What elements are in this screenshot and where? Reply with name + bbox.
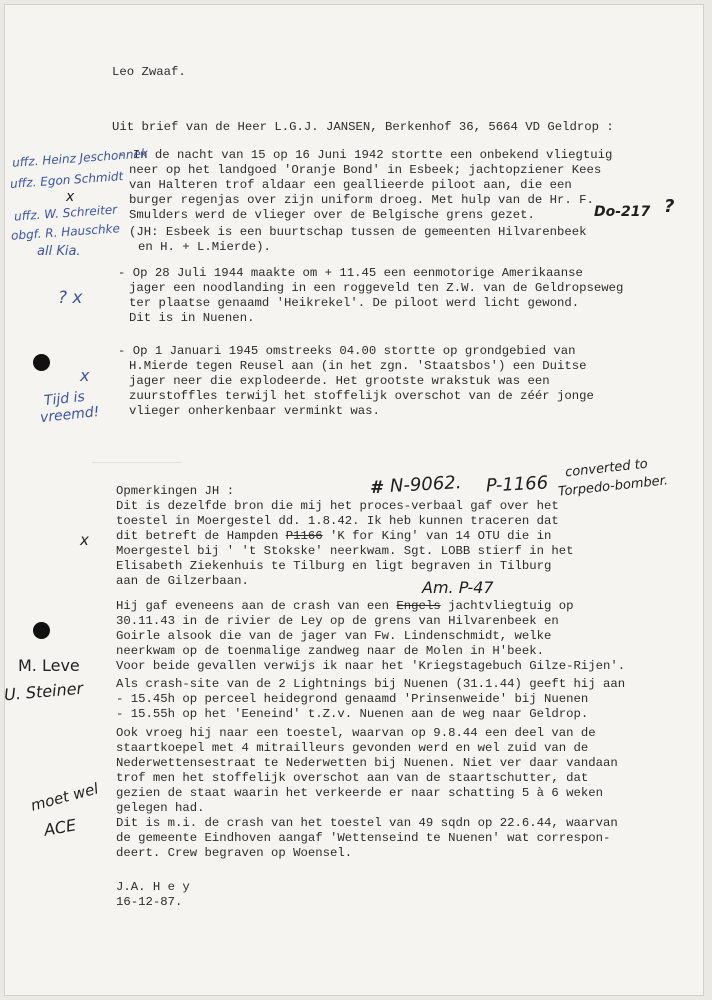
- handwritten-x-mark: x: [66, 189, 75, 205]
- text-line: Moergestel bij ' 't Stokske' neerkwam. Sgt. LOBB stierf in het: [116, 544, 574, 558]
- text-line: toestel in Moergestel dd. 1.8.42. Ik heb kunnen traceren dat: [116, 514, 559, 528]
- text-line: zuurstoffles terwijl het stoffelijk overschot van de zéér jonge: [129, 389, 594, 403]
- text-segment: [323, 529, 330, 543]
- text-line: jager een noodlanding in een roggeveld ten Z.W. van de Geldropseweg: [129, 281, 624, 295]
- text-line: ter plaatse genaamd 'Heikrekel'. De piloot werd licht gewond.: [129, 296, 580, 310]
- text-line: - In de nacht van 15 op 16 Juni 1942 stortte een onbekend vliegtuig: [118, 148, 613, 162]
- handwritten-note-n9062: N-9062.: [389, 472, 462, 497]
- handwritten-note: uffz. Heinz Jeschonnek: [11, 146, 149, 170]
- text-line: [116, 529, 551, 544]
- struck-word: P1166: [285, 529, 323, 543]
- handwritten-note-ace: ACE: [42, 815, 78, 840]
- handwritten-x-mark: x: [80, 366, 90, 385]
- text-line: neer op het landgoed 'Oranje Bond' in Esbeek; jachtopziener Kees: [129, 163, 602, 177]
- text-line: Goirle alsook die van de jager van Fw. Lindenschmidt, welke: [116, 629, 552, 643]
- punch-hole: [33, 622, 50, 639]
- handwritten-hash: #: [370, 478, 382, 498]
- handwritten-question-x: ? x: [58, 288, 83, 308]
- handwritten-note-converted: converted to: [564, 456, 649, 481]
- remarks-title: Opmerkingen JH :: [116, 484, 235, 498]
- text-line: deert. Crew begraven op Woensel.: [116, 846, 353, 860]
- text-line: Smulders werd de vlieger over de Belgische grens gezet.: [129, 208, 535, 222]
- text-line: [116, 599, 574, 614]
- handwritten-note-tijd: Tijd is: [43, 388, 86, 410]
- text-line: vlieger onherkenbaar verminkt was.: [129, 404, 380, 418]
- handwritten-note-steiner: U. Steiner: [3, 678, 84, 705]
- text-line: de gemeente Eindhoven aangaf 'Wettenseind te Nuenen' wat correspon-: [116, 831, 611, 845]
- text-line: Dit is m.i. de crash van het toestel van 49 sqdn op 22.6.44, waarvan: [116, 816, 618, 830]
- handwritten-note-vreemd: vreemd!: [39, 403, 101, 427]
- intro-line: Uit brief van de Heer L.G.J. JANSEN, Berkenhof 36, 5664 VD Geldrop :: [112, 120, 614, 134]
- text-line: - Op 28 Juli 1944 maakte om + 11.45 een eenmotorige Amerikaanse: [118, 266, 583, 280]
- handwritten-note-p47: Am. P-47: [422, 578, 494, 597]
- text-line: aan de Gilzerbaan.: [116, 574, 249, 588]
- text-line: Nederwettensestraat te Nederwetten bij Nuenen. Niet ver daar vandaan: [116, 756, 618, 770]
- text-line: Dit is dezelfde bron die mij het proces-verbaal gaf over het: [116, 499, 559, 513]
- handwritten-question-mark: ?: [664, 196, 675, 217]
- handwritten-note-torpedo: Torpedo-bomber.: [557, 473, 669, 500]
- text-line: Voor beide gevallen verwijs ik naar het 'Kriegstagebuch Gilze-Rijen'.: [116, 659, 626, 673]
- text-line: - 15.45h op perceel heidegrond genaamd 'Prinsenweide' bij Nuenen: [116, 692, 589, 706]
- text-line: jager neer die explodeerde. Het grootste wrakstuk was een: [129, 374, 550, 388]
- text-segment: jachtvliegtuig op: [440, 599, 574, 613]
- handwritten-note-p1166: P-1166: [485, 472, 549, 497]
- text-line: H.Mierde tegen Reusel aan (in het zgn. 'Staatsbos') een Duitse: [129, 359, 587, 373]
- text-segment: dit betreft de Hampden: [116, 529, 286, 543]
- text-line: van Halteren trof aldaar een geallieerde piloot aan, die een: [129, 178, 572, 192]
- text-line: Dit is in Nuenen.: [129, 311, 255, 325]
- text-line: gelegen had.: [116, 801, 205, 815]
- signature-date: 16-12-87.: [116, 895, 183, 909]
- handwritten-x-mark: x: [80, 531, 89, 549]
- text-line: (JH: Esbeek is een buurtschap tussen de gemeenten Hilvarenbeek: [129, 225, 587, 239]
- handwritten-note-do217: Do-217: [594, 204, 651, 220]
- text-line: Als crash-site van de 2 Lightnings bij Nuenen (31.1.44) geeft hij aan: [116, 677, 626, 691]
- text-segment: 'K for King' van 14 OTU die in: [330, 529, 552, 543]
- text-line: staartkoepel met 4 mitrailleurs gevonden werd en wel zuid van de: [116, 741, 589, 755]
- handwritten-note: uffz. W. Schreiter: [13, 202, 118, 224]
- handwritten-note-moet-wel: moet wel: [28, 779, 101, 815]
- text-line: Ook vroeg hij naar een toestel, waarvan op 9.8.44 een deel van de: [116, 726, 596, 740]
- handwritten-note: uffz. Egon Schmidt: [9, 169, 124, 191]
- signature-name: J.A. H e y: [116, 880, 190, 894]
- header: Leo Zwaaf.: [112, 65, 186, 79]
- text-segment: Hij gaf eveneens aan de crash van een: [116, 599, 397, 613]
- text-line: Elisabeth Ziekenhuis te Tilburg en ligt begraven in Tilburg: [116, 559, 552, 573]
- text-line: gezien de staat waarin het verkeerde er naar schatting 5 à 6 weken: [116, 786, 604, 800]
- handwritten-note: obgf. R. Hauschke: [10, 221, 121, 243]
- text-line: neerkwam op de toenmalige zandweg naar de Molen in H'beek.: [116, 644, 545, 658]
- punch-hole: [33, 354, 50, 371]
- handwritten-note-leve: M. Leve: [18, 656, 80, 675]
- handwritten-note: all Kia.: [37, 244, 81, 259]
- text-line: en H. + L.Mierde).: [138, 240, 271, 254]
- text-line: trof men het stoffelijk overschot aan van de staartschutter, dat: [116, 771, 589, 785]
- struck-word: Engels: [396, 599, 441, 613]
- text-line: - Op 1 Januari 1945 omstreeks 04.00 stortte op grondgebied van: [118, 344, 576, 358]
- text-line: - 15.55h op het 'Eeneind' t.Z.v. Nuenen aan de weg naar Geldrop.: [116, 707, 589, 721]
- bleed-through-line: [92, 462, 182, 463]
- text-line: burger regenjas over zijn uniform droeg. Met hulp van de Hr. F.: [129, 193, 594, 207]
- text-line: 30.11.43 in de rivier de Ley op de grens van Hilvarenbeek en: [116, 614, 559, 628]
